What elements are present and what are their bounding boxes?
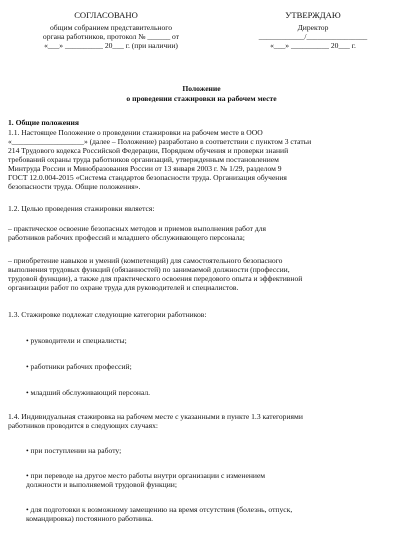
list-item-continuation: командировка) постоянного работника. (26, 514, 153, 523)
paragraph-1-2-b-line: организации работ по охране труда для руководителей и специалистов. (8, 283, 239, 292)
paragraph-1-1-line: Минтруда России и Минобразования России от 13 января 2003 г. № 1/29, разделом 9 (8, 164, 282, 173)
approval-left-line-3: «___» __________ 20___ г. (при наличии) (44, 41, 178, 50)
paragraph-1-1-line: «___________________» (далее – Положение) разработано в соответствии с пунктом 3 статьи (8, 137, 312, 146)
list-item: • руководители и специалисты; (26, 336, 127, 345)
paragraph-1-2-b-line: – приобретение навыков и умений (компетенций) для самостоятельного безопасного (8, 256, 283, 265)
doc-title-line-1: Положение (182, 84, 221, 93)
paragraph-1-2-b-line: трудовой функции), а также для практического освоения передового опыта и эффективной (8, 274, 303, 283)
list-item-continuation: должности и выполняемой трудовой функции; (26, 480, 177, 489)
approval-right-line-1: Директор (297, 23, 329, 32)
approval-left-line-2: органа работников, протокол № ______ от (42, 32, 180, 41)
paragraph-1-4-line: 1.4. Индивидуальная стажировка на рабочем месте с указанными в пункте 1.3 категориями (8, 412, 303, 421)
paragraph-1-4-line: работников проводится в следующих случаях: (8, 421, 159, 430)
paragraph-1-1-line: 214 Трудового кодекса Российской Федерации, Порядком обучения и проверки знаний (8, 146, 289, 155)
list-item: • работники рабочих профессий; (26, 362, 132, 371)
paragraph-1-2-a-line: работников рабочих профессий и младшего обслуживающего персонала; (8, 233, 245, 242)
paragraph-1-3: 1.3. Стажировке подлежат следующие категории работников: (8, 310, 207, 319)
paragraph-1-2-b-line: выполнения трудовых функций (обязанностей) по занимаемой должности (профессии, (8, 265, 290, 274)
list-item: • при переводе на другое место работы внутри организации с изменением (26, 471, 266, 480)
paragraph-1-1-line: требований охраны труда работников организаций, утвержденным постановлением (8, 155, 279, 164)
approval-left-line-1: общим собранием представительного (50, 23, 172, 32)
paragraph-1-2-a-line: – практическое освоение безопасных методов и приемов выполнения работ для (8, 224, 267, 233)
list-item: • младший обслуживающий персонал. (26, 388, 151, 397)
paragraph-1-2: 1.2. Целью проведения стажировки является: (8, 204, 155, 213)
list-item: • при поступлении на работу; (26, 446, 122, 455)
doc-title-line-2: о проведении стажировки на рабочем месте (126, 94, 277, 103)
approval-right-title: УТВЕРЖДАЮ (285, 10, 341, 20)
paragraph-1-1-line: 1.1. Настоящее Положение о проведении стажировки на рабочем месте в ООО (8, 128, 263, 137)
list-item: • для подготовки к возможному замещению на время отсутствия (болезнь, отпуск, (26, 505, 293, 514)
approval-right-line-2: ____________/________________ (258, 32, 368, 41)
section-heading: 1. Общие положения (8, 118, 79, 127)
paragraph-1-1-line: ГОСТ 12.0.004-2015 «Система стандартов безопасности труда. Организация обучения (8, 173, 287, 182)
paragraph-1-1-line: безопасности труда. Общие положения». (8, 182, 141, 191)
approval-right-line-3: «___» __________ 20___ г. (270, 41, 356, 50)
approval-left-title: СОГЛАСОВАНО (74, 10, 138, 20)
